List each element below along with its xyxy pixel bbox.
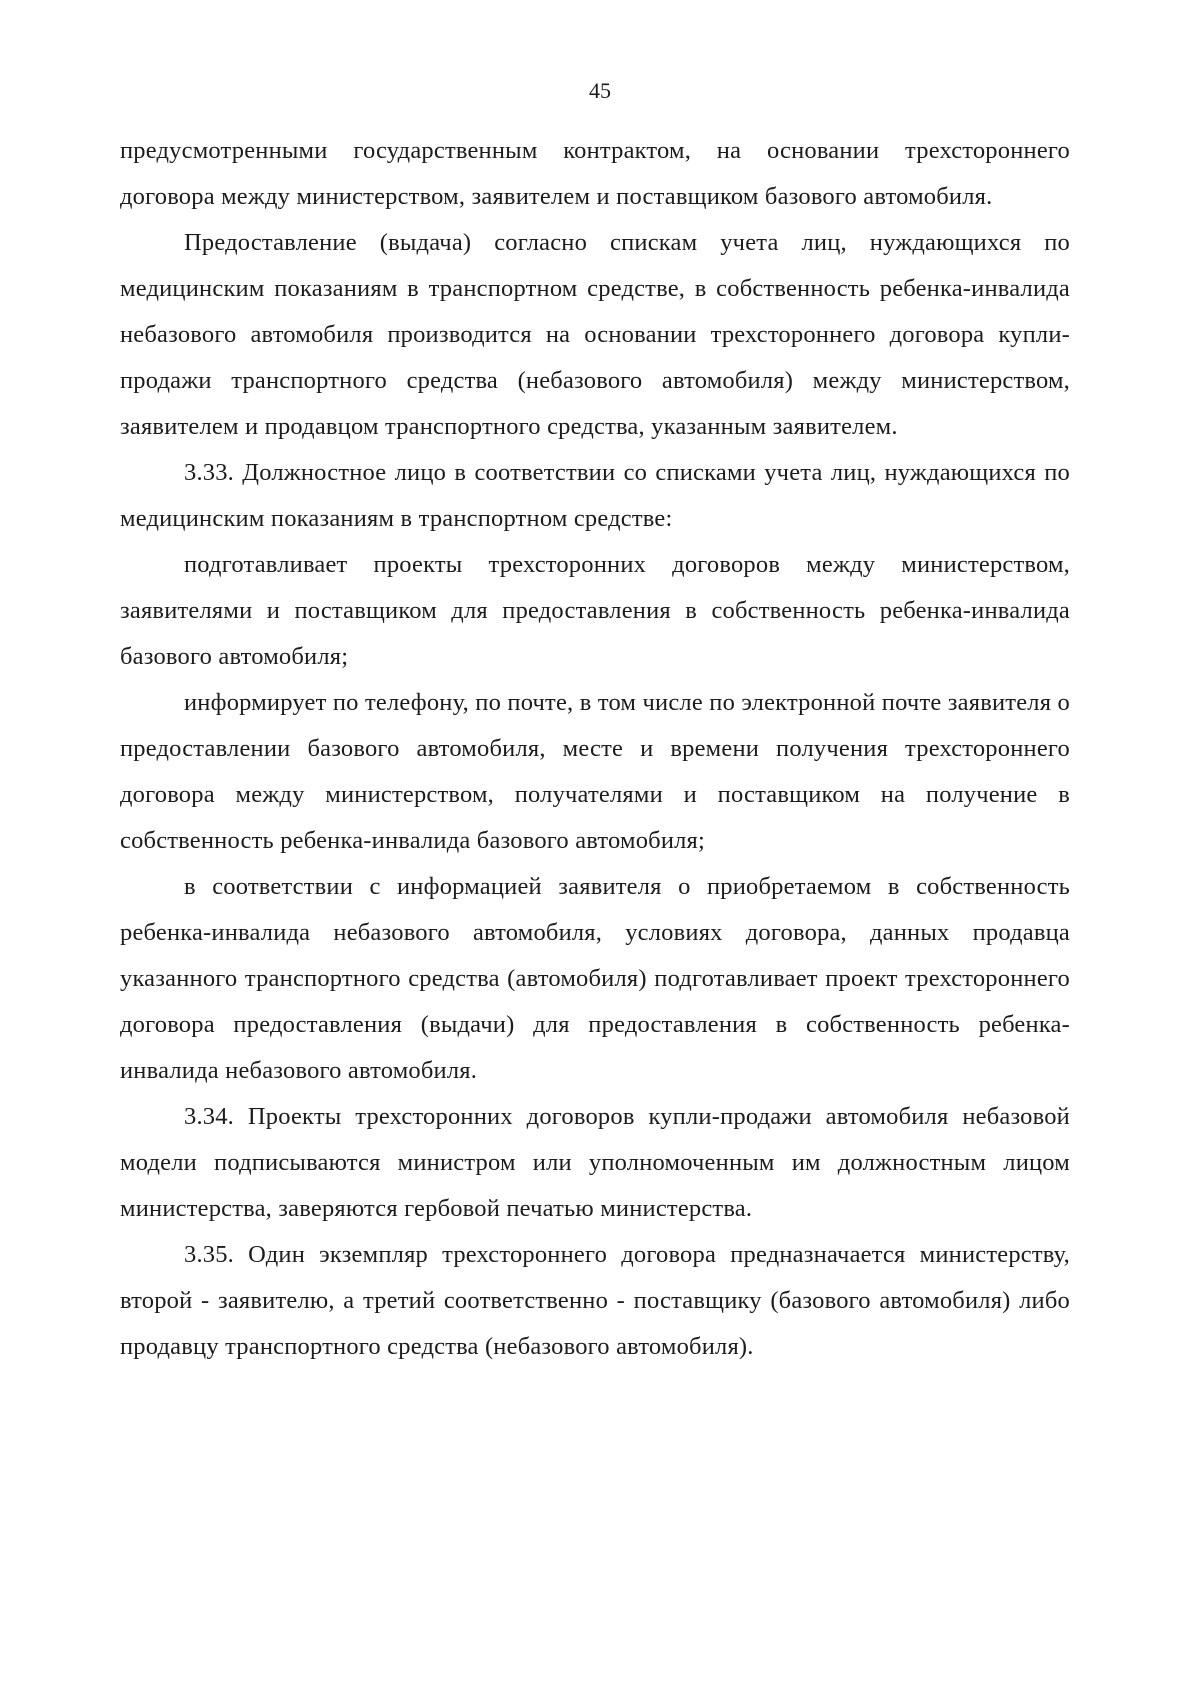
paragraph-prepares-drafts: подготавливает проекты трехсторонних договоров между министерством, заявителями и поставщиком для предоставления в собственность ребенка-инвалида базового автомобиля; — [120, 551, 1070, 670]
paragraph-3-33: 3.33. Должностное лицо в соответствии со списками учета лиц, нуждающихся по медицинским показаниям в транспортном средстве: — [120, 459, 1070, 532]
paragraph-contract-continuation: предусмотренными государственным контрактом, на основании трехстороннего договора между министерством, заявителем и поставщиком базового автомобиля. — [120, 137, 1070, 210]
paragraph-nonbase-vehicle-issue: Предоставление (выдача) согласно спискам учета лиц, нуждающихся по медицинским показаниям в транспортном средстве, в собственность ребенка-инвалида небазового автомобиля производится на основании трехстороннего договора купли-продажи транспортного средства (небазового автомобиля) между министерством, заявителем и продавцом транспортного средства, указанным заявителем. — [120, 229, 1070, 440]
paragraph-informs-applicant: информирует по телефону, по почте, в том числе по электронной почте заявителя о предоставлении базового автомобиля, месте и времени получения трехстороннего договора между министерством, получателями и поставщиком на получение в собственность ребенка-инвалида базового автомобиля; — [120, 689, 1070, 854]
paragraph-3-34: 3.34. Проекты трехсторонних договоров купли-продажи автомобиля небазовой модели подписываются министром или уполномоченным им должностным лицом министерства, заверяются гербовой печатью министерства. — [120, 1103, 1070, 1222]
paragraph-prepares-nonbase-draft: в соответствии с информацией заявителя о приобретаемом в собственность ребенка-инвалида небазового автомобиля, условиях договора, данных продавца указанного транспортного средства (автомобиля) подготавливает проект трехстороннего договора предоставления (выдачи) для предоставления в собственность ребенка-инвалида небазового автомобиля. — [120, 873, 1070, 1084]
paragraph-3-35: 3.35. Один экземпляр трехстороннего договора предназначается министерству, второй - заявителю, а третий соответственно - поставщику (базового автомобиля) либо продавцу транспортного средства (небазового автомобиля). — [120, 1241, 1070, 1360]
body-text — [120, 128, 1070, 1370]
page-number: 45 — [589, 78, 611, 103]
